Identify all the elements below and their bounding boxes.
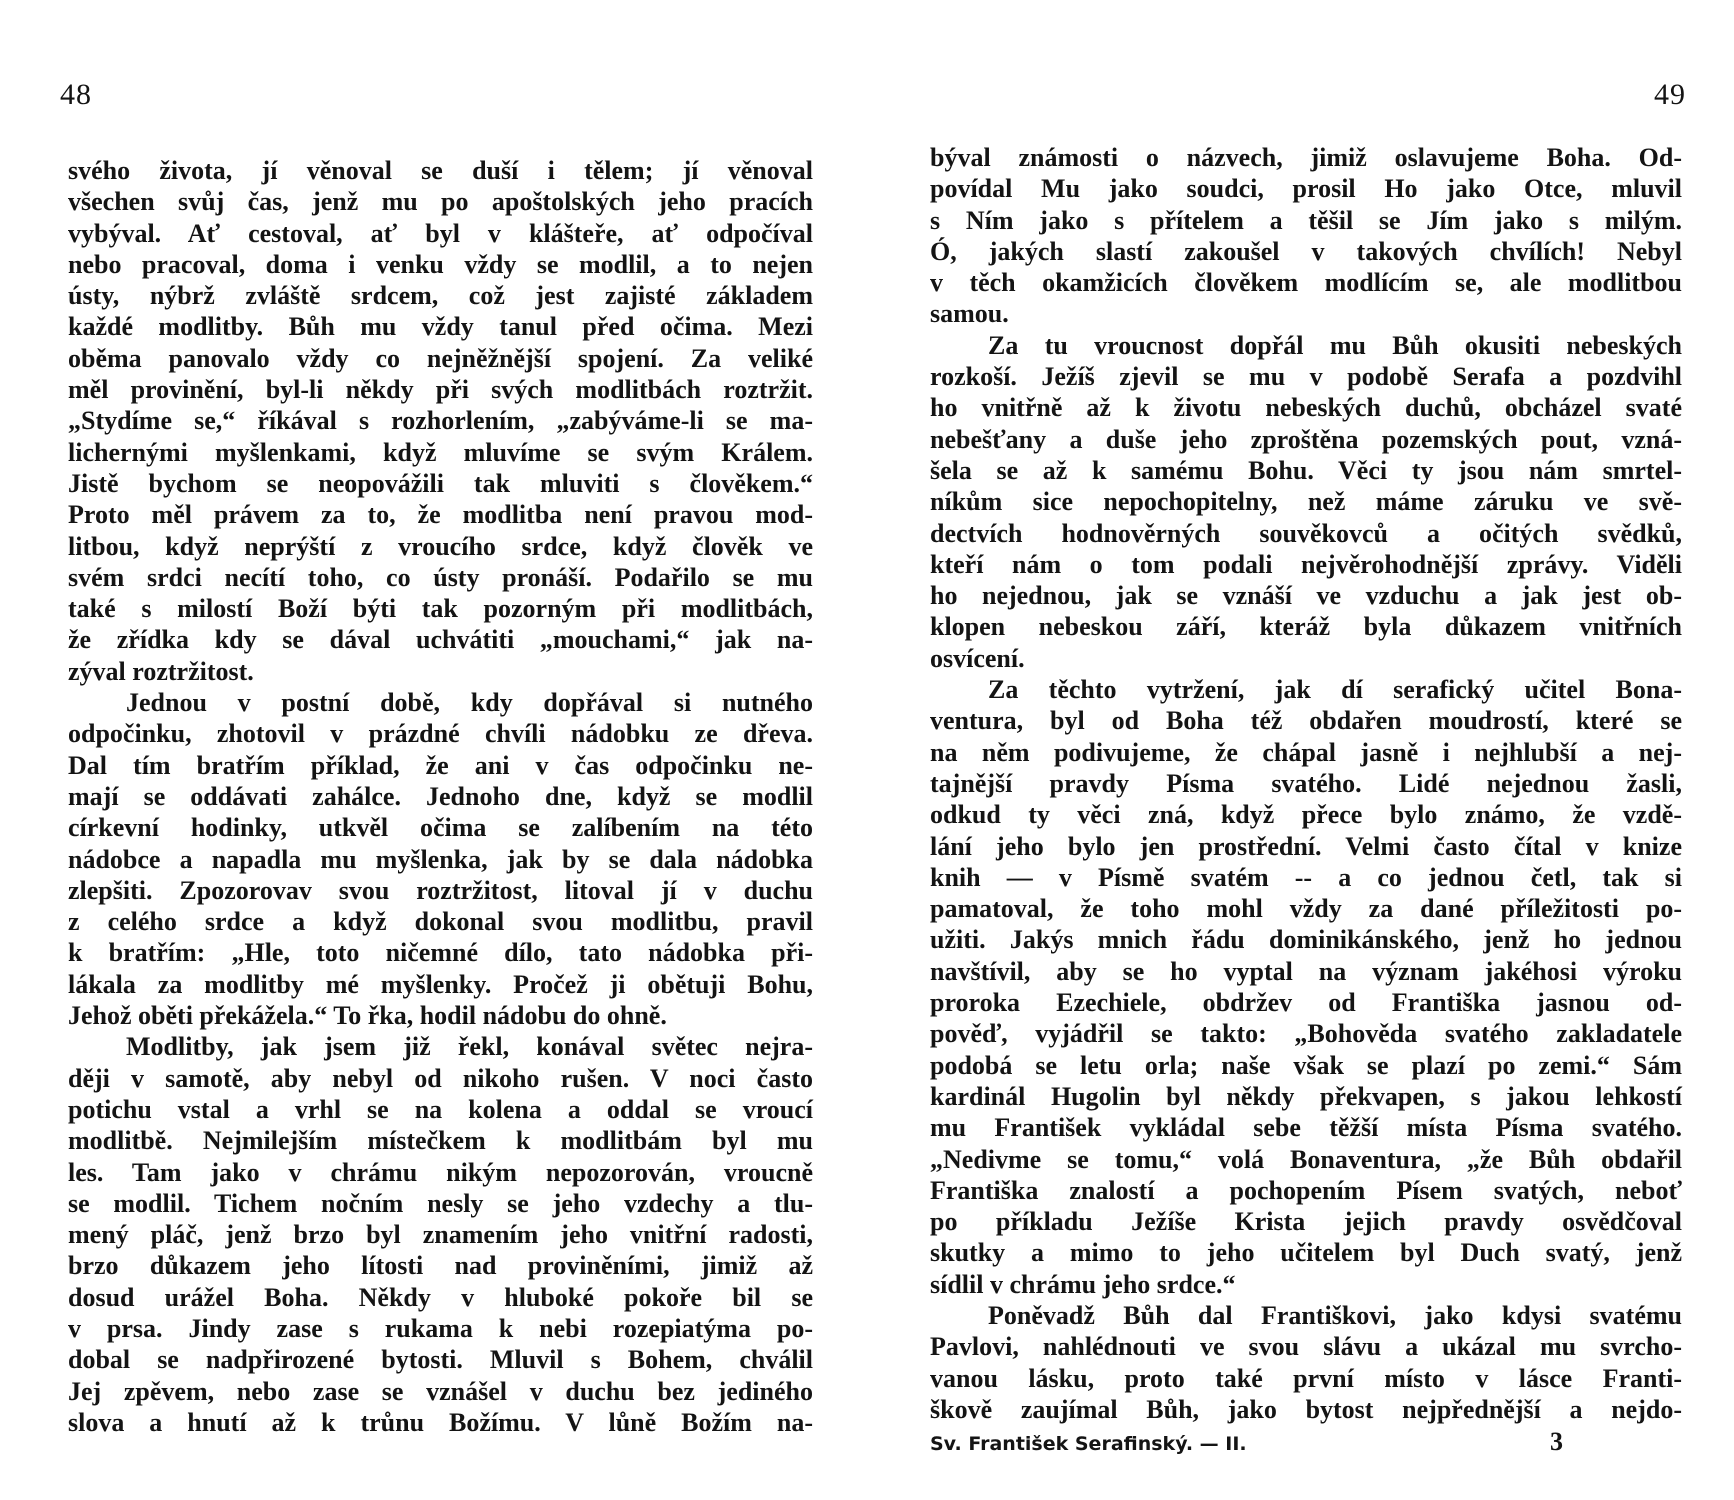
text-line: ho nejednou, jak se vznáší ve vzduchu a jak jest ob- — [930, 581, 1682, 611]
text-line: lichernými myšlenkami, když mluvíme se svým Králem. — [68, 437, 813, 467]
text-line: všechen svůj čas, jenž mu po apoštolských jeho pracích — [68, 187, 813, 217]
text-line: býval známosti o názvech, jimiž oslavujeme Boha. Od- — [930, 143, 1682, 172]
text-line: škově zaujímal Bůh, jako bytost nejpřednější a nejdo- — [930, 1394, 1682, 1424]
text-line: rozkoší. Ježíš zjevil se mu v podobě Serafa a pozdvihl — [930, 362, 1682, 392]
text-line: šela se až k samému Bohu. Věci ty jsou nám smrtel- — [930, 455, 1682, 485]
text-line: také s milostí Boží býti tak pozorným při modlitbách, — [68, 594, 813, 624]
text-line: Jehož oběti překážela.“ To řka, hodil nádobu do ohně. — [68, 1001, 667, 1031]
text-line: samou. — [930, 299, 1009, 329]
text-line: proroka Ezechiele, obdržev od Františka jasnou od- — [930, 988, 1682, 1018]
text-line: církevní hodinky, utkvěl očima se zalíbením na této — [68, 813, 813, 843]
text-line: mu František vykládal sebe těžší místa Písma svatého. — [930, 1113, 1682, 1143]
text-line: Pavlovi, nahlédnouti ve svou slávu a ukázal mu svrcho- — [930, 1332, 1682, 1362]
text-line: odkud ty věci zná, když přece bylo známo, že vzdě- — [930, 800, 1682, 830]
text-line: povídal Mu jako soudci, prosil Ho jako Otce, mluvil — [930, 174, 1682, 204]
text-line: Modlitby, jak jsem již řekl, konával světec nejra- — [126, 1032, 813, 1062]
text-line: sídlil v chrámu jeho srdce.“ — [930, 1269, 1236, 1299]
text-line: Poněvadž Bůh dal Františkovi, jako kdysi svatému — [988, 1300, 1682, 1330]
text-line: Za tu vroucnost dopřál mu Bůh okusiti nebeských — [988, 330, 1682, 360]
text-line: každé modlitby. Bůh mu vždy tanul před očima. Mezi — [68, 312, 813, 342]
text-line: ho vnitřně až k životu nebeských duchů, obcházel svaté — [930, 393, 1682, 423]
text-line: ústy, nýbrž zvláště srdcem, což jest zajisté základem — [68, 281, 813, 311]
text-line: z celého srdce a když dokonal svou modlitbu, pravil — [68, 907, 813, 937]
body-text — [930, 142, 1682, 1425]
text-line: po příkladu Ježíše Krista jejich pravdy osvědčoval — [930, 1207, 1682, 1237]
text-line: k bratřím: „Hle, toto ničemné dílo, tato nádobka při- — [68, 938, 813, 968]
text-line: ději v samotě, aby nebyl od nikoho rušen. V noci často — [68, 1063, 813, 1093]
text-line: knih — v Písmě svatém -- a co jednou četl, tak si — [930, 862, 1682, 892]
text-line: lákala za modlitby mé myšlenky. Pročež ji obětuji Bohu, — [68, 969, 813, 999]
text-line: dobal se nadpřirozené bytosti. Mluvil s Bohem, chválil — [68, 1345, 813, 1375]
text-line: podobá se letu orla; naše však se plazí po zemi.“ Sám — [930, 1050, 1682, 1080]
text-line: tajnější pravdy Písma svatého. Lidé nejednou žasli, — [930, 768, 1682, 798]
text-line: navštívil, aby se ho vyptal na význam jakéhosi výroku — [930, 956, 1682, 986]
footer-title: Sv. František Serafinský. — II. — [930, 1433, 1247, 1455]
text-line: Jej zpěvem, nebo zase se vznášel v duchu bez jediného — [68, 1376, 813, 1406]
text-line: odpočinku, zhotovil v prázdné chvíli nádobku ze dřeva. — [68, 719, 813, 749]
text-line: Proto měl právem za to, že modlitba není pravou mod- — [68, 500, 813, 530]
text-line: nebešťany a duše jeho zproštěna pozemských pout, vzná- — [930, 424, 1682, 454]
text-line: s Ním jako s přítelem a těšil se Jím jako s milým. — [930, 205, 1682, 235]
text-line: slova a hnutí až k trůnu Božímu. V lůně Božím na- — [68, 1407, 813, 1437]
text-line: pamatoval, že toho mohl vždy za dané příležitosti po- — [930, 894, 1682, 924]
text-line: Jistě bychom se neopovážili tak mluviti s člověkem.“ — [68, 468, 813, 498]
text-line: Františka znalostí a pochopením Písem svatých, neboť — [930, 1175, 1682, 1205]
body-text — [68, 155, 813, 1438]
text-line: vybýval. Ať cestoval, ať byl v klášteře, ať odpočíval — [68, 218, 813, 248]
text-line: Za těchto vytržení, jak dí serafický učitel Bona- — [988, 675, 1682, 705]
text-line: nebo pracoval, doma i venku vždy se modlil, a to nejen — [68, 249, 813, 279]
text-line: brzo důkazem jeho lítosti nad proviněními, jimiž až — [68, 1251, 813, 1281]
text-line: kteří nám o tom podali nejvěrohodnější zprávy. Viděli — [930, 549, 1682, 579]
text-line: „Nedivme se tomu,“ volá Bonaventura, „že Bůh obdařil — [930, 1144, 1682, 1174]
text-line: v prsa. Jindy zase s rukama k nebi rozepiatýma po- — [68, 1313, 813, 1343]
text-line: Dal tím bratřím příklad, že ani v čas odpočinku ne- — [68, 750, 813, 780]
text-line: měl provinění, byl-li někdy při svých modlitbách roztržit. — [68, 375, 813, 405]
right-page — [880, 0, 1734, 1500]
text-line: níkům sice nepochopitelny, než máme záruku ve svě- — [930, 487, 1682, 517]
page-number: 48 — [60, 78, 92, 111]
text-line: lání jeho bylo jen prostřední. Velmi často čítal v knize — [930, 831, 1682, 861]
text-line: klopen nebeskou září, kteráž byla důkazem vnitřních — [930, 612, 1682, 642]
text-line: že zřídka kdy se dával uchvátiti „mouchami,“ jak na- — [68, 625, 813, 655]
text-line: se modlil. Tichem nočním nesly se jeho vzdechy a tlu- — [68, 1188, 813, 1218]
text-line: „Stydíme se,“ říkával s rozhorlením, „zabýváme-li se ma- — [68, 406, 813, 436]
text-line: mají se oddávati zahálce. Jednoho dne, když se modlil — [68, 781, 813, 811]
text-line: les. Tam jako v chrámu nikým nepozorován, vroucně — [68, 1157, 813, 1187]
text-line: ventura, byl od Boha též obdařen moudrostí, které se — [930, 706, 1682, 736]
text-line: osvícení. — [930, 643, 1025, 673]
text-line: potichu vstal a vrhl se na kolena a oddal se vroucí — [68, 1094, 813, 1124]
text-line: užiti. Jakýs mnich řádu dominikánského, jenž ho jednou — [930, 925, 1682, 955]
text-line: skutky a mimo to jeho učitelem byl Duch svatý, jenž — [930, 1238, 1682, 1268]
text-line: svého života, jí věnoval se duší i tělem; jí věnoval — [68, 156, 813, 185]
text-line: Ó, jakých slastí zakoušel v takových chvílích! Nebyl — [930, 236, 1682, 266]
text-line: modlitbě. Nejmilejším místečkem k modlitbám byl mu — [68, 1126, 813, 1156]
text-line: nádobce a napadla mu myšlenka, jak by se dala nádobka — [68, 844, 813, 874]
text-line: kardinál Hugolin byl někdy překvapen, s jakou lehkostí — [930, 1081, 1682, 1111]
text-line: dectvích hodnověrných souvěkovců a očitých svědků, — [930, 518, 1682, 548]
text-line: litbou, když neprýští z vroucího srdce, když člověk ve — [68, 531, 813, 561]
text-line: vanou lásku, proto také první místo v lásce Franti- — [930, 1363, 1682, 1393]
text-line: svém srdci necítí toho, co ústy pronáší. Podařilo se mu — [68, 562, 813, 592]
text-line: zlepšiti. Zpozorovav svou roztržitost, litoval jí v duchu — [68, 875, 813, 905]
text-line: Jednou v postní době, kdy dopřával si nutného — [126, 688, 813, 718]
text-line: na něm podivujeme, že chápal jasně i nejhlubší a nej- — [930, 737, 1682, 767]
text-line: oběma panovalo vždy co nejněžnější spojení. Za veliké — [68, 343, 813, 373]
text-line: zýval roztržitost. — [68, 656, 254, 686]
page-number: 49 — [1654, 78, 1686, 111]
text-line: v těch okamžicích člověkem modlícím se, ale modlitbou — [930, 268, 1682, 298]
left-page — [0, 0, 860, 1500]
text-line: dosud urážel Boha. Někdy v hluboké pokoře bil se — [68, 1282, 813, 1312]
signature-mark: 3 — [1550, 1427, 1563, 1456]
text-line: mený pláč, jenž brzo byl znamením jeho vnitřní radosti, — [68, 1220, 813, 1250]
text-line: pověď, vyjádřil se takto: „Bohověda svatého zakladatele — [930, 1019, 1682, 1049]
